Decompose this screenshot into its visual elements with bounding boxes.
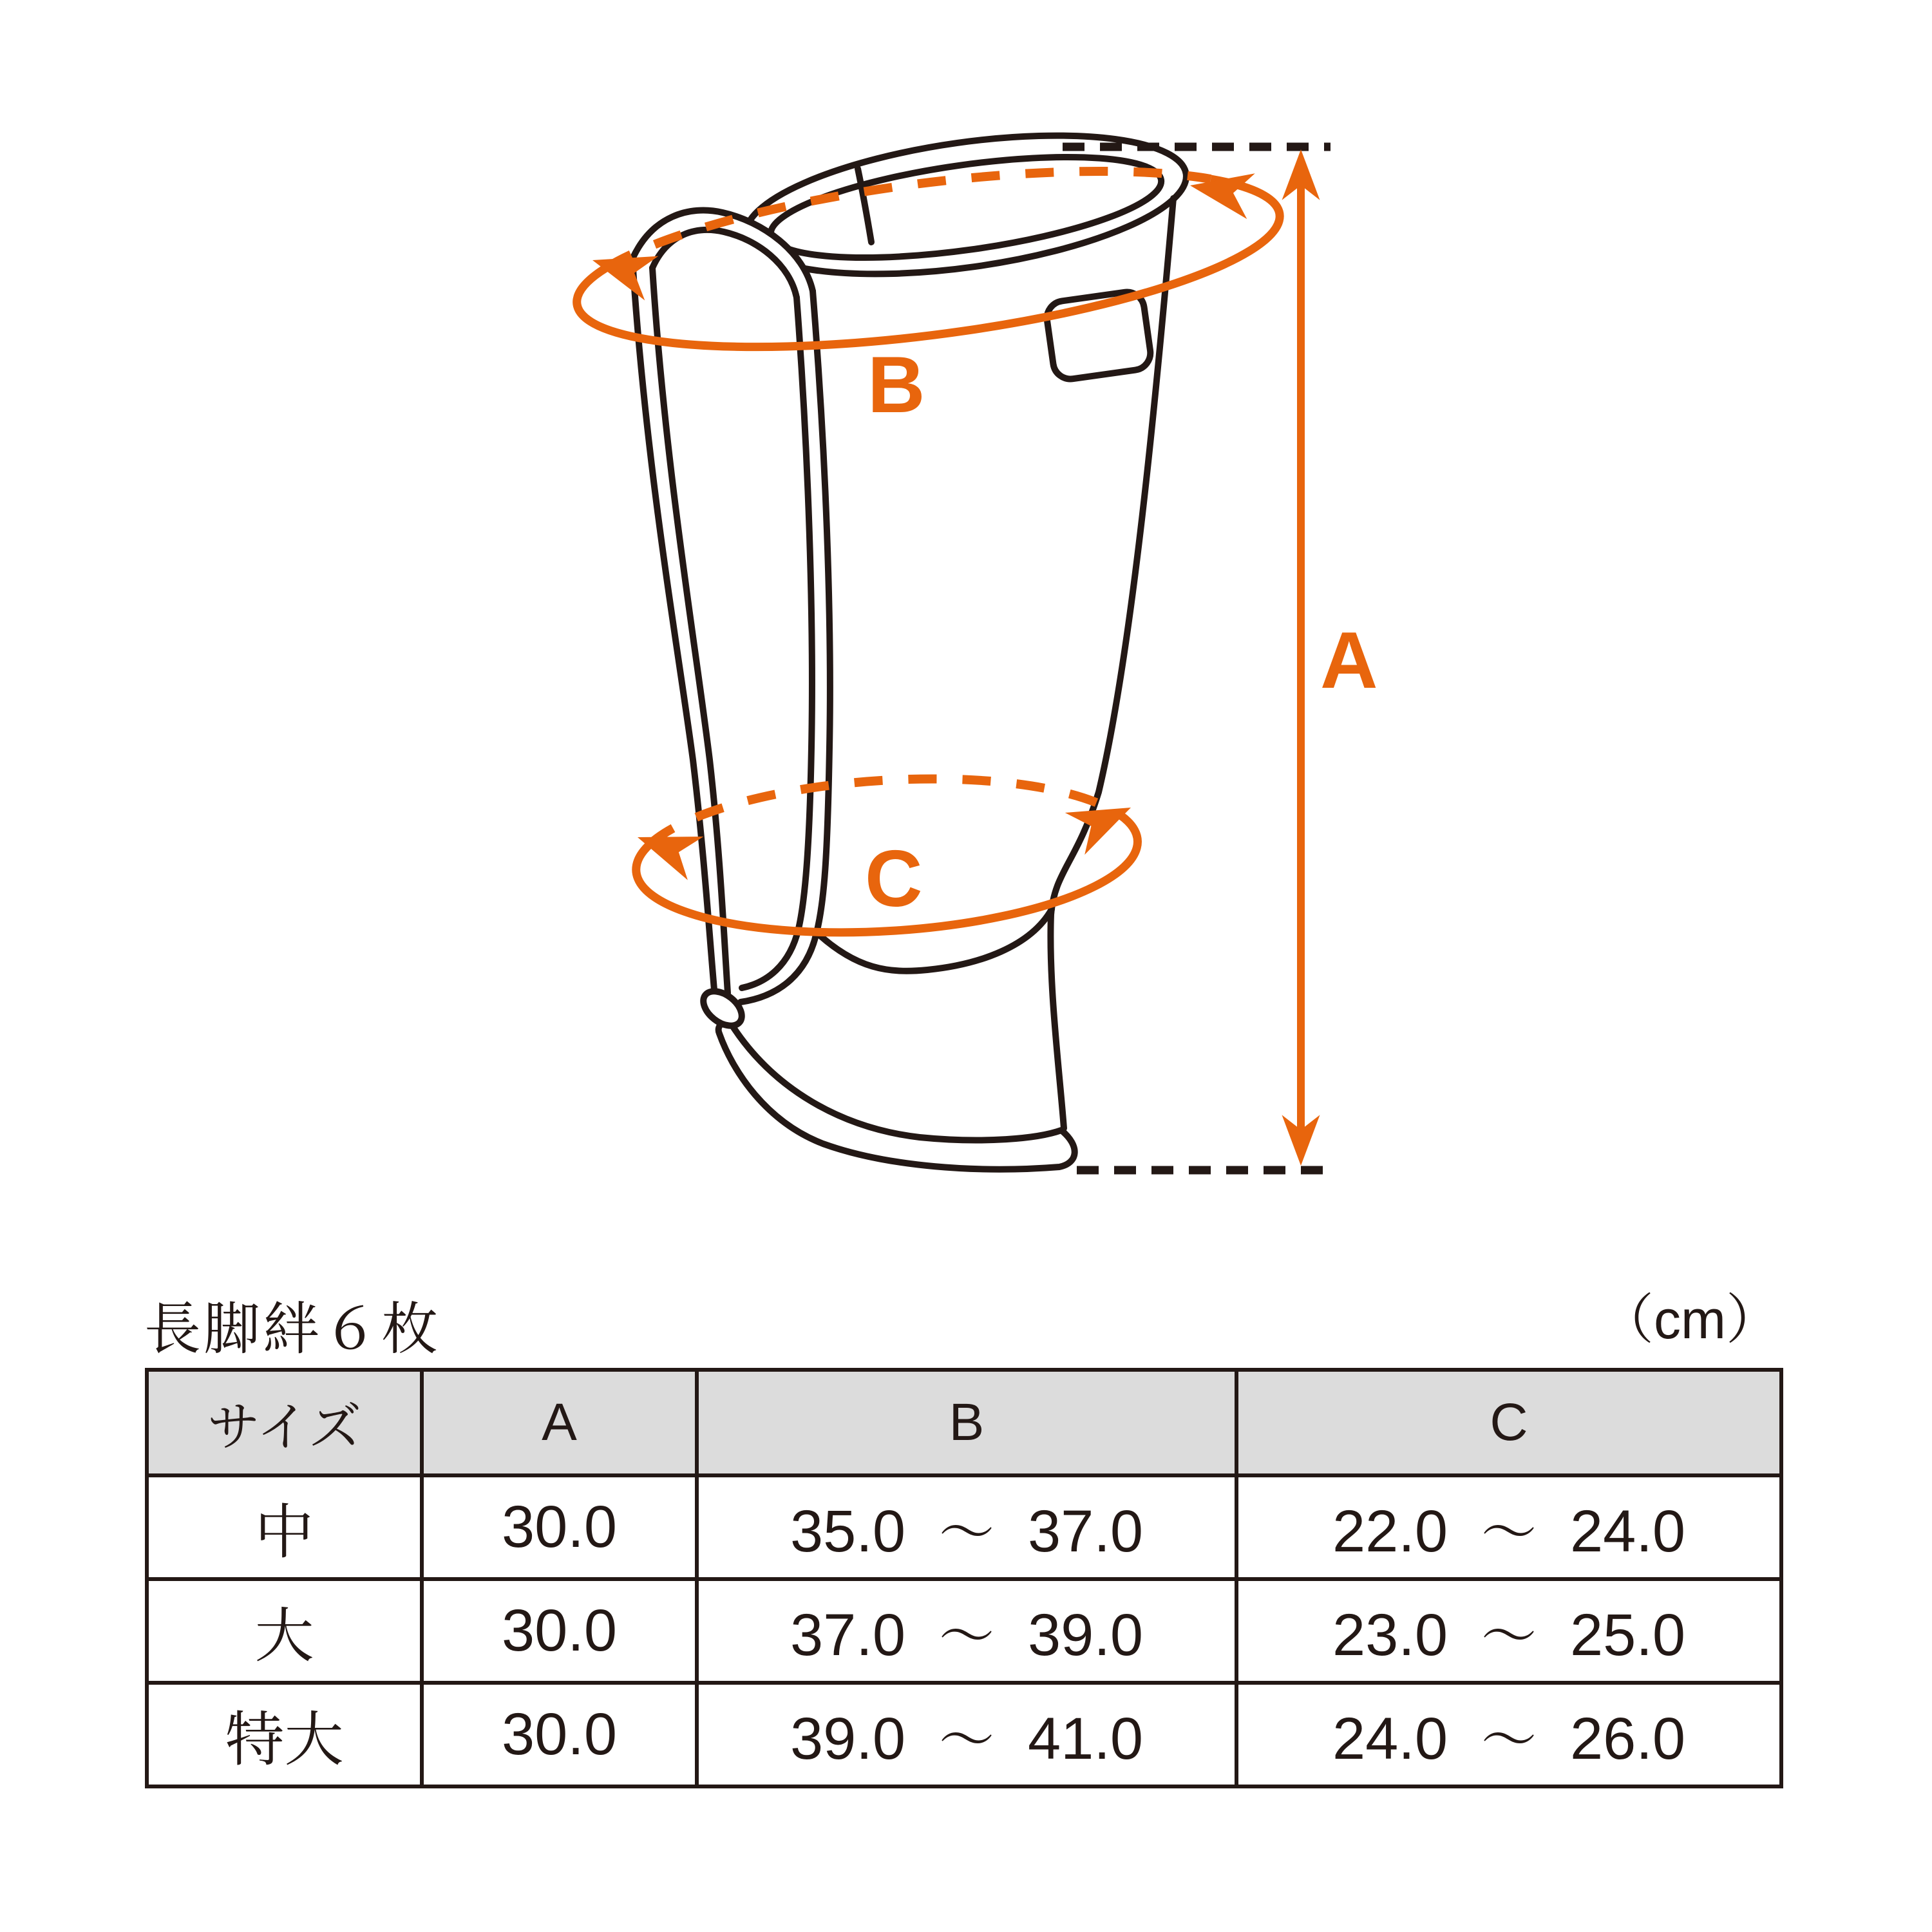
unit-label: （cm） <box>1600 1289 1780 1350</box>
size-table <box>145 1368 1783 1788</box>
cell-c: 23.0 〜 25.0 <box>1236 1579 1781 1683</box>
cell-c: 24.0 〜 26.0 <box>1236 1683 1781 1786</box>
range-separator: 〜 <box>1481 1605 1537 1667</box>
cell-b: 35.0 〜 37.0 <box>697 1475 1236 1579</box>
cell-c: 22.0 〜 24.0 <box>1236 1475 1781 1579</box>
range-separator: 〜 <box>1481 1501 1537 1564</box>
product-title: 長脚絆６枚 <box>144 1297 441 1361</box>
cell-size: 大 <box>147 1579 422 1683</box>
label-c: C <box>865 835 923 923</box>
table-row-extra-large <box>147 1683 1781 1786</box>
cell-size: 特大 <box>147 1683 422 1786</box>
label-a: A <box>1320 616 1378 705</box>
range-separator: 〜 <box>1481 1709 1537 1771</box>
range-separator: 〜 <box>939 1605 994 1667</box>
header-c: C <box>1236 1370 1781 1475</box>
label-b: B <box>867 341 925 430</box>
instep-hem-curve <box>817 909 1052 971</box>
bottom-rolled-hem <box>719 1022 1075 1170</box>
table-row-medium <box>147 1475 1781 1579</box>
range-separator: 〜 <box>939 1709 994 1771</box>
range-separator: 〜 <box>939 1501 994 1564</box>
cell-b: 37.0 〜 39.0 <box>697 1579 1236 1683</box>
header-b: B <box>697 1370 1236 1475</box>
cell-a: 30.0 <box>422 1579 697 1683</box>
cell-b: 39.0 〜 41.0 <box>697 1683 1236 1786</box>
cell-size: 中 <box>147 1475 422 1579</box>
rim-inner-edge <box>765 138 1167 277</box>
header-size: サイズ <box>147 1370 422 1475</box>
size-table-header-row <box>147 1370 1781 1475</box>
cell-a: 30.0 <box>422 1683 697 1786</box>
header-a: A <box>422 1370 697 1475</box>
table-row-large <box>147 1579 1781 1683</box>
cell-a: 30.0 <box>422 1475 697 1579</box>
